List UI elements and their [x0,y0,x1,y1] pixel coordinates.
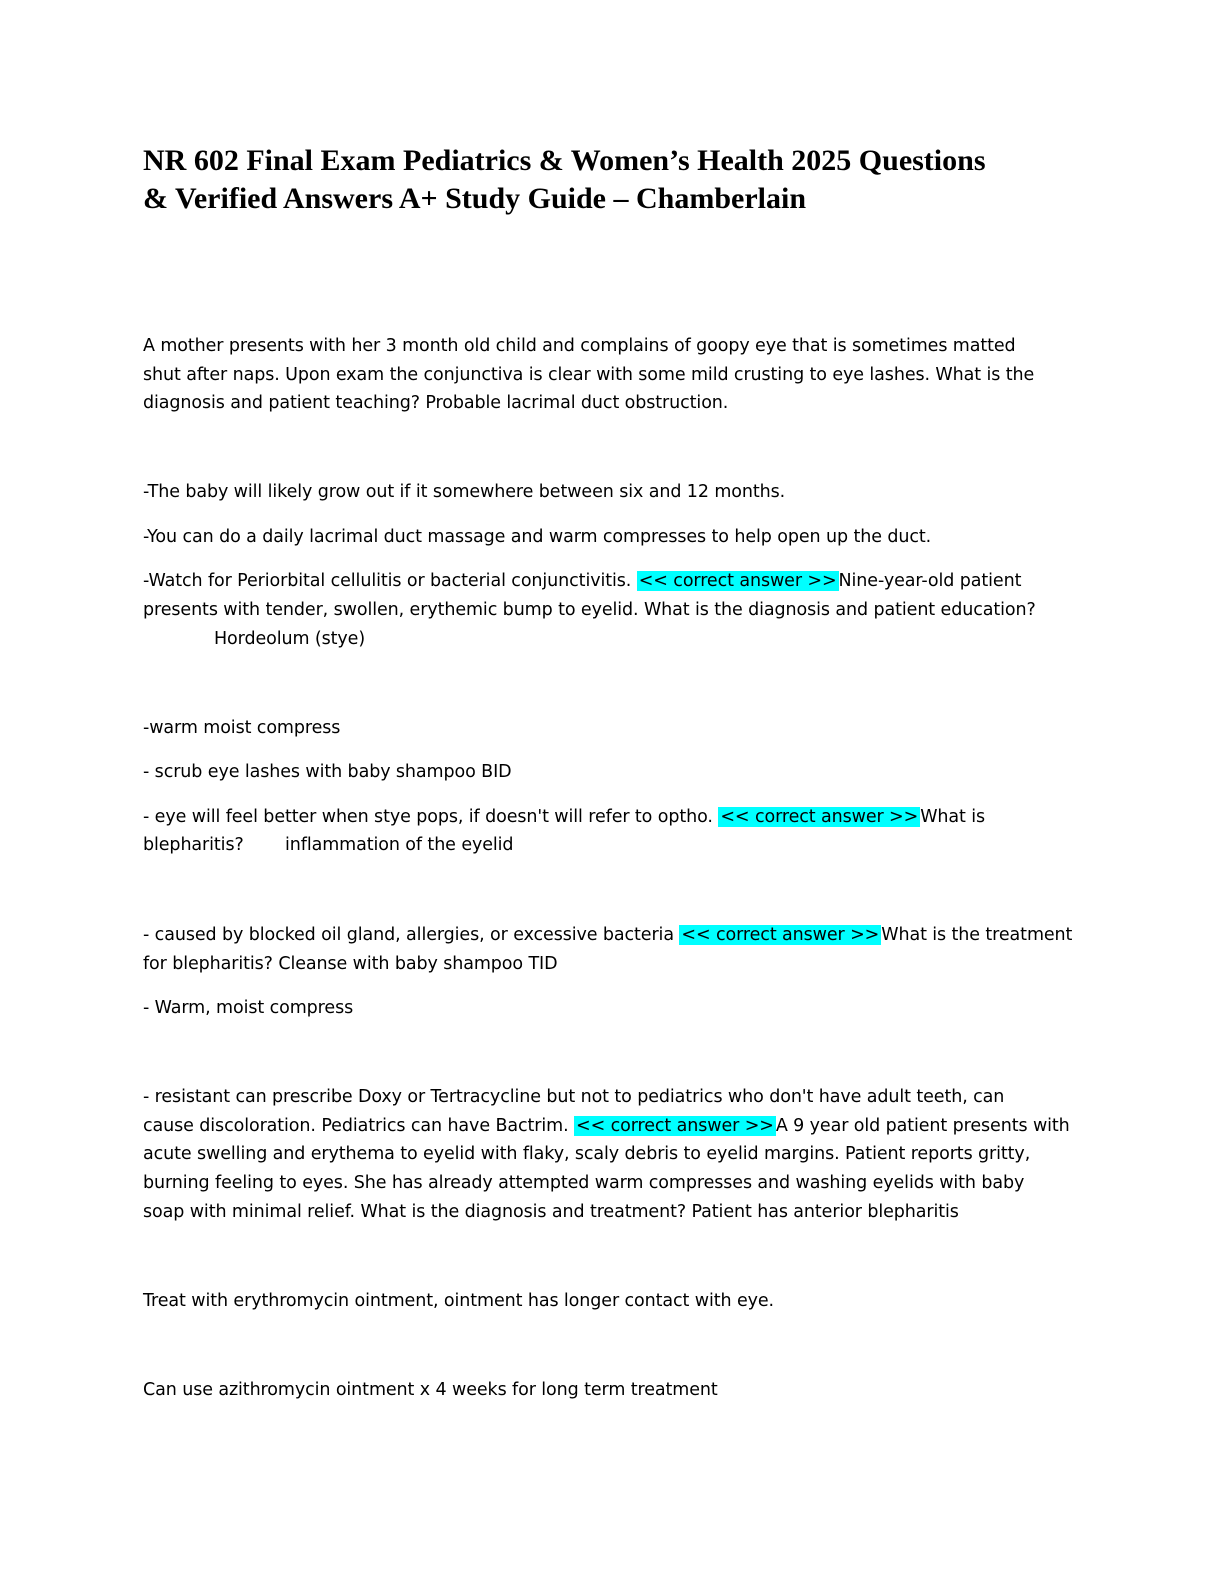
title-line-2: & Verified Answers A+ Study Guide – Chamberlain [143,182,807,215]
paragraph-line: -The baby will likely grow out if it somewhere between six and 12 months. [143,482,786,502]
paragraph-line [143,567,1021,596]
paragraph-line: presents with tender, swollen, erythemic bump to eyelid. What is the diagnosis and patient education? [143,600,1036,620]
paragraph-line: soap with minimal relief. What is the diagnosis and treatment? Patient has anterior blepharitis [143,1202,959,1222]
document-title [143,142,1103,218]
title-line-1: NR 602 Final Exam Pediatrics & Women’s Health 2025 Questions [143,144,986,177]
paragraph-line: A mother presents with her 3 month old child and complains of goopy eye that is sometimes matted [143,336,1016,356]
line-text: - eye will feel better when stye pops, if doesn't will refer to optho. [143,807,713,827]
line-text: -Watch for Periorbital cellulitis or bacterial conjunctivitis. [143,571,632,591]
paragraph-line [143,1112,1070,1141]
paragraph-line: Can use azithromycin ointment x 4 weeks for long term treatment [143,1380,718,1400]
paragraph-line: -You can do a daily lacrimal duct massage and warm compresses to help open up the duct. [143,527,932,547]
paragraph-line: shut after naps. Upon exam the conjunctiva is clear with some mild crusting to eye lashes. What is the [143,365,1035,385]
paragraph-line: burning feeling to eyes. She has already attempted warm compresses and washing eyelids with baby [143,1173,1025,1193]
paragraph-line: - Warm, moist compress [143,998,354,1018]
paragraph-line: acute swelling and erythema to eyelid with flaky, scaly debris to eyelid margins. Patient reports gritty, [143,1144,1031,1164]
line-text: - caused by blocked oil gland, allergies, or excessive bacteria [143,925,674,945]
paragraph-line [143,803,985,832]
line-text: What is the treatment [881,925,1073,945]
paragraph-line [143,831,514,860]
correct-answer-highlight: << correct answer >> [720,807,919,827]
correct-answer-highlight: << correct answer >> [638,571,837,591]
line-text: Nine-year-old patient [838,571,1022,591]
line-text: What is [920,807,986,827]
paragraph-line: -warm moist compress [143,718,341,738]
paragraph-line [143,921,1072,950]
line-text: cause discoloration. Pediatrics can have Bactrim. [143,1116,569,1136]
correct-answer-highlight: << correct answer >> [681,925,880,945]
paragraph-line: - scrub eye lashes with baby shampoo BID [143,762,512,782]
answer-line: Hordeolum (stye) [214,629,366,649]
line-text: A 9 year old patient presents with [775,1116,1070,1136]
line-text: blepharitis? [143,835,244,855]
paragraph-line: - resistant can prescribe Doxy or Tertracycline but not to pediatrics who don't have adult teeth, can [143,1087,1005,1107]
correct-answer-highlight: << correct answer >> [576,1116,774,1136]
paragraph-line: Treat with erythromycin ointment, ointment has longer contact with eye. [143,1291,775,1311]
answer-text: inflammation of the eyelid [285,835,514,855]
paragraph-line: diagnosis and patient teaching? Probable lacrimal duct obstruction. [143,393,729,413]
paragraph-line: for blepharitis? Cleanse with baby shampoo TID [143,954,558,974]
